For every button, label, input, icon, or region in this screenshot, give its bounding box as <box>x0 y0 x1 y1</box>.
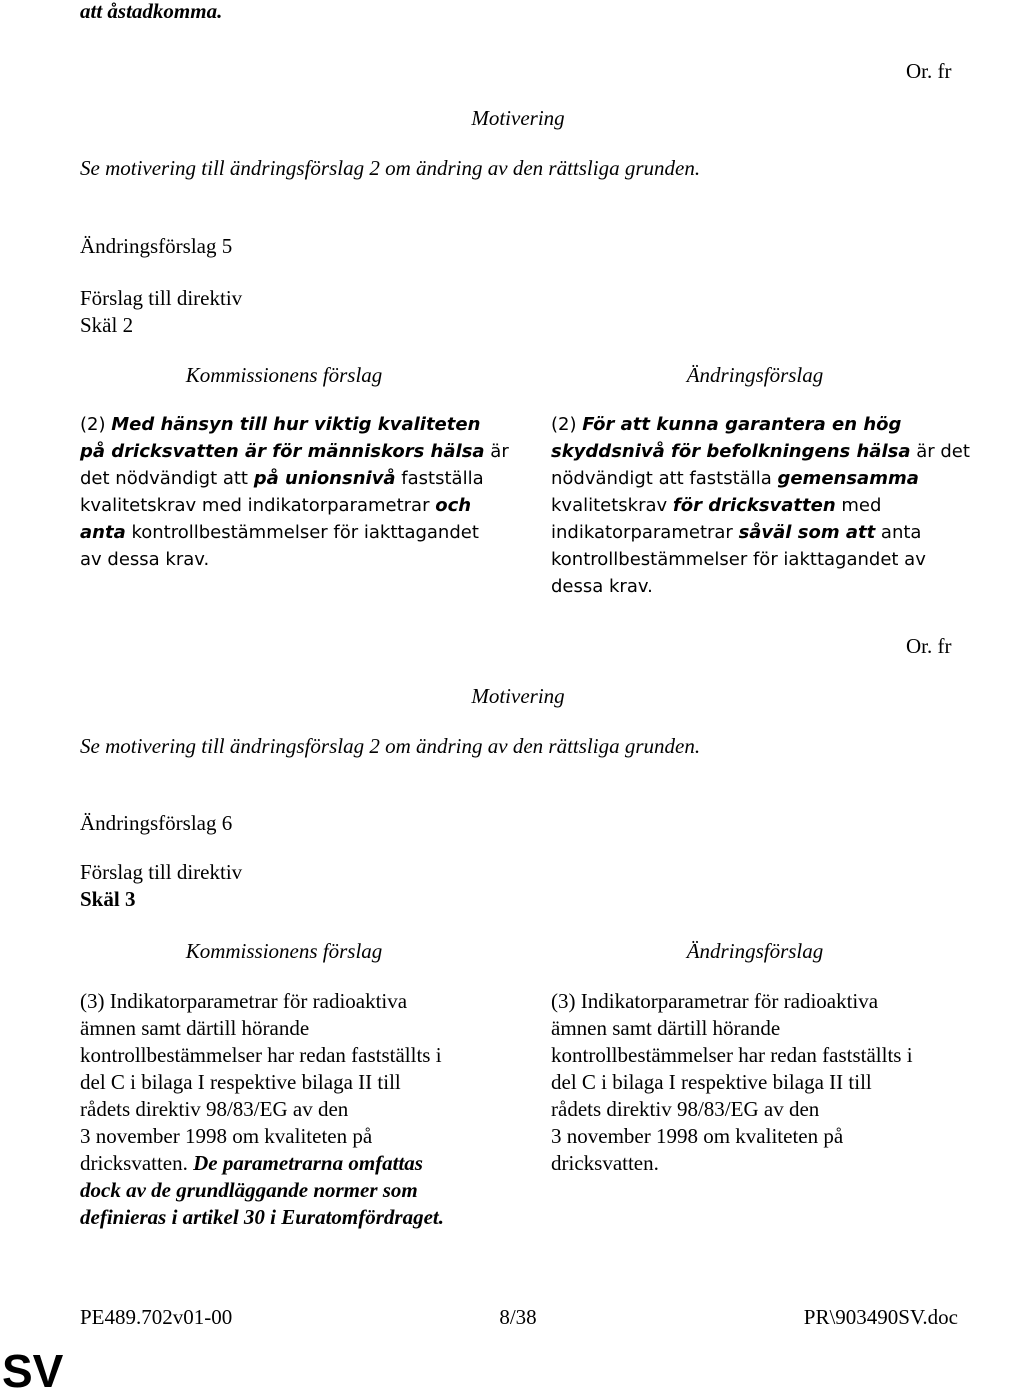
text-line <box>80 492 509 519</box>
commission-text <box>80 411 509 573</box>
text-line <box>551 573 970 600</box>
column-heading-commission: Kommissionens förslag <box>185 939 383 963</box>
text-run: kontrollbestämmelser har redan fastställts i <box>80 1043 442 1067</box>
language-code: SV <box>2 1345 64 1397</box>
text-line <box>80 1096 444 1123</box>
text-run: dessa krav. <box>551 576 653 597</box>
emphasized-text: dock av de grundläggande normer som <box>80 1178 418 1202</box>
text-line <box>551 1123 913 1150</box>
text-run: 3 november 1998 om kvaliteten på <box>551 1124 844 1148</box>
text-line <box>80 1042 444 1069</box>
text-run: 3 november 1998 om kvaliteten på <box>80 1124 373 1148</box>
text-run: del C i bilaga I respektive bilaga II till <box>551 1070 872 1094</box>
emphasized-text: på unionsnivå <box>253 468 396 489</box>
emphasized-text: såväl som att <box>738 522 876 543</box>
text-line <box>551 1069 913 1096</box>
footer-file-name: PR\903490SV.doc <box>803 1305 958 1329</box>
column-heading-commission: Kommissionens förslag <box>185 363 383 387</box>
text-run: rådets direktiv 98/83/EG av den <box>80 1097 349 1121</box>
text-line <box>551 519 970 546</box>
text-run: det nödvändigt att <box>80 468 254 489</box>
emphasized-text: och <box>435 495 472 516</box>
amendment-title: Ändringsförslag 5 <box>80 234 233 258</box>
text-line <box>551 465 970 492</box>
original-language-label: Or. fr <box>906 634 952 658</box>
motivering-heading: Motivering <box>471 684 565 708</box>
commission-text <box>80 988 444 1231</box>
text-line <box>551 1042 913 1069</box>
text-line <box>551 988 913 1015</box>
recital-number: Skäl 2 <box>80 313 134 337</box>
text-run: kontrollbestämmelser har redan fastställts i <box>551 1043 913 1067</box>
text-run: kvalitetskrav <box>551 495 673 516</box>
emphasized-text: Med hänsyn till hur viktig kvaliteten <box>111 414 481 435</box>
emphasized-text: skyddsnivå för befolkningens hälsa <box>551 441 911 462</box>
emphasized-text: anta <box>80 522 126 543</box>
text-run: kvalitetskrav med indikatorparametrar <box>80 495 436 516</box>
text-line <box>551 411 970 438</box>
proposal-for: Förslag till direktiv <box>80 860 243 884</box>
text-line <box>551 546 970 573</box>
motivering-text: Se motivering till ändringsförslag 2 om ändring av den rättsliga grunden. <box>80 734 701 758</box>
text-run: (3) Indikatorparametrar för radioaktiva <box>80 989 408 1013</box>
motivering-text: Se motivering till ändringsförslag 2 om ändring av den rättsliga grunden. <box>80 156 701 180</box>
text-run: ämnen samt därtill hörande <box>80 1016 310 1040</box>
motivering-heading: Motivering <box>471 106 565 130</box>
text-line <box>551 438 970 465</box>
text-line <box>80 438 509 465</box>
emphasized-text: För att kunna garantera en hög <box>582 414 902 435</box>
text-run: (2) <box>551 414 583 435</box>
text-line <box>80 988 444 1015</box>
text-line <box>80 1123 444 1150</box>
text-line <box>80 519 509 546</box>
text-run: kontrollbestämmelser för iakttagandet <box>125 522 479 543</box>
text-run: fastställa <box>395 468 484 489</box>
text-line <box>80 1204 444 1231</box>
text-run: dricksvatten. <box>80 1151 194 1175</box>
text-line <box>80 1015 444 1042</box>
text-run: med <box>835 495 882 516</box>
column-heading-amendment: Ändringsförslag <box>686 939 824 963</box>
text-run: nödvändigt att fastställa <box>551 468 778 489</box>
recital-number: Skäl 3 <box>80 887 136 911</box>
text-line <box>80 411 509 438</box>
footer-page-number: 8/38 <box>499 1305 537 1329</box>
text-line <box>80 1069 444 1096</box>
text-run: rådets direktiv 98/83/EG av den <box>551 1097 820 1121</box>
emphasized-text: definieras i artikel 30 i Euratomfördraget. <box>80 1205 445 1229</box>
amendment-title: Ändringsförslag 6 <box>80 811 233 835</box>
text-line <box>551 492 970 519</box>
proposal-for: Förslag till direktiv <box>80 286 243 310</box>
text-run: indikatorparametrar <box>551 522 739 543</box>
text-line <box>80 546 509 573</box>
emphasized-text: De parametrarna omfattas <box>193 1151 423 1175</box>
text-line <box>551 1015 913 1042</box>
footer-doc-ref: PE489.702v01-00 <box>80 1305 233 1329</box>
text-run: (3) Indikatorparametrar för radioaktiva <box>551 989 879 1013</box>
text-run: är det <box>910 441 970 462</box>
text-line <box>80 1177 444 1204</box>
text-run: kontrollbestämmelser för iakttagandet av <box>551 549 926 570</box>
original-language-label: Or. fr <box>906 59 952 83</box>
text-run: dricksvatten. <box>551 1151 659 1175</box>
text-line <box>551 1096 913 1123</box>
text-line <box>80 465 509 492</box>
emphasized-text: för dricksvatten <box>672 495 836 516</box>
emphasized-text: på dricksvatten är för människors hälsa <box>80 441 485 462</box>
text-line <box>551 1150 913 1177</box>
amendment-text <box>551 988 913 1177</box>
top-fragment: att åstadkomma. <box>80 0 223 23</box>
emphasized-text: gemensamma <box>777 468 919 489</box>
text-run: anta <box>875 522 922 543</box>
column-heading-amendment: Ändringsförslag <box>686 363 824 387</box>
text-run: av dessa krav. <box>80 549 210 570</box>
text-run: är <box>484 441 509 462</box>
text-line <box>80 1150 444 1177</box>
amendment-text <box>551 411 970 600</box>
text-run: del C i bilaga I respektive bilaga II till <box>80 1070 401 1094</box>
text-run: ämnen samt därtill hörande <box>551 1016 781 1040</box>
text-run: (2) <box>80 414 112 435</box>
